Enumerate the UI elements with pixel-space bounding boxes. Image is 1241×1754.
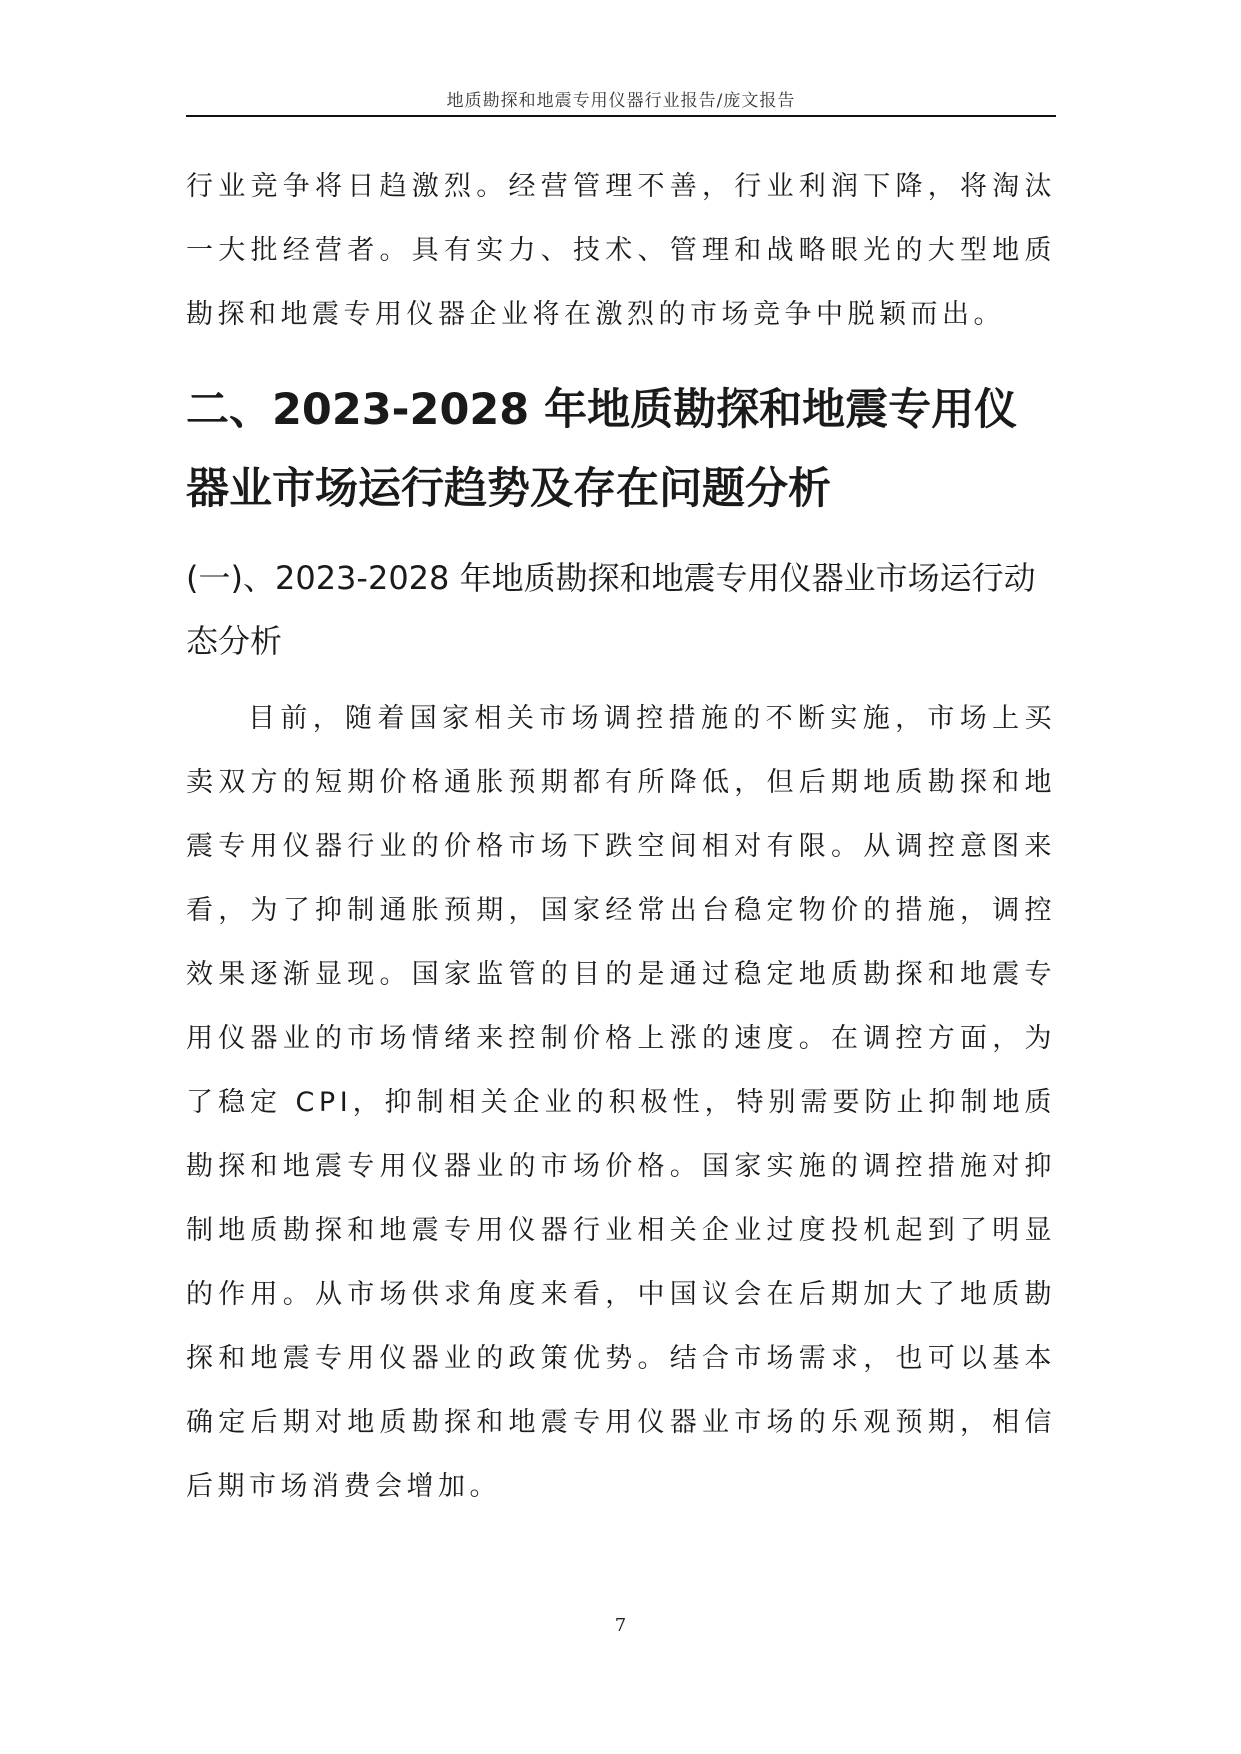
running-header: 地质勘探和地震专用仪器行业报告/庞文报告 [446,91,796,111]
page-number: 7 [614,1615,627,1636]
page-content [186,155,1056,1519]
section-heading: 二、2023-2028 年地质勘探和地震专用仪器业市场运行趋势及存在问题分析 [186,385,1018,514]
subsection-heading: (一)、2023-2028 年地质勘探和地震专用仪器业市场运行动态分析 [186,559,1036,660]
header-rule [186,115,1056,117]
body-paragraph: 目前，随着国家相关市场调控措施的不断实施，市场上买卖双方的短期价格通胀预期都有所降低，但后期地质勘探和地震专用仪器行业的价格市场下跌空间相对有限。从调控意图来看，为了抑制通胀预期，国家经常出台稳定物价的措施，调控效果逐渐显现。国家监管的目的是通过稳定地质勘探和地震专用仪器业的市场情绪来控制价格上涨的速度。在调控方面，为了稳定 CPI，抑制相关企业的积极性，特别需要防止抑制地质勘探和地震专用仪器业的市场价格。国家实施的调控措施对抑制地质勘探和地震专用仪器行业相关企业过度投机起到了明显的作用。从市场供求角度来看，中国议会在后期加大了地质勘探和地震专用仪器业的政策优势。结合市场需求，也可以基本确定后期对地质勘探和地震专用仪器业市场的乐观预期，相信后期市场消费会增加。 [186,703,1056,1502]
intro-paragraph: 行业竞争将日趋激烈。经营管理不善，行业利润下降，将淘汰一大批经营者。具有实力、技术、管理和战略眼光的大型地质勘探和地震专用仪器企业将在激烈的市场竞争中脱颖而出。 [186,171,1056,330]
